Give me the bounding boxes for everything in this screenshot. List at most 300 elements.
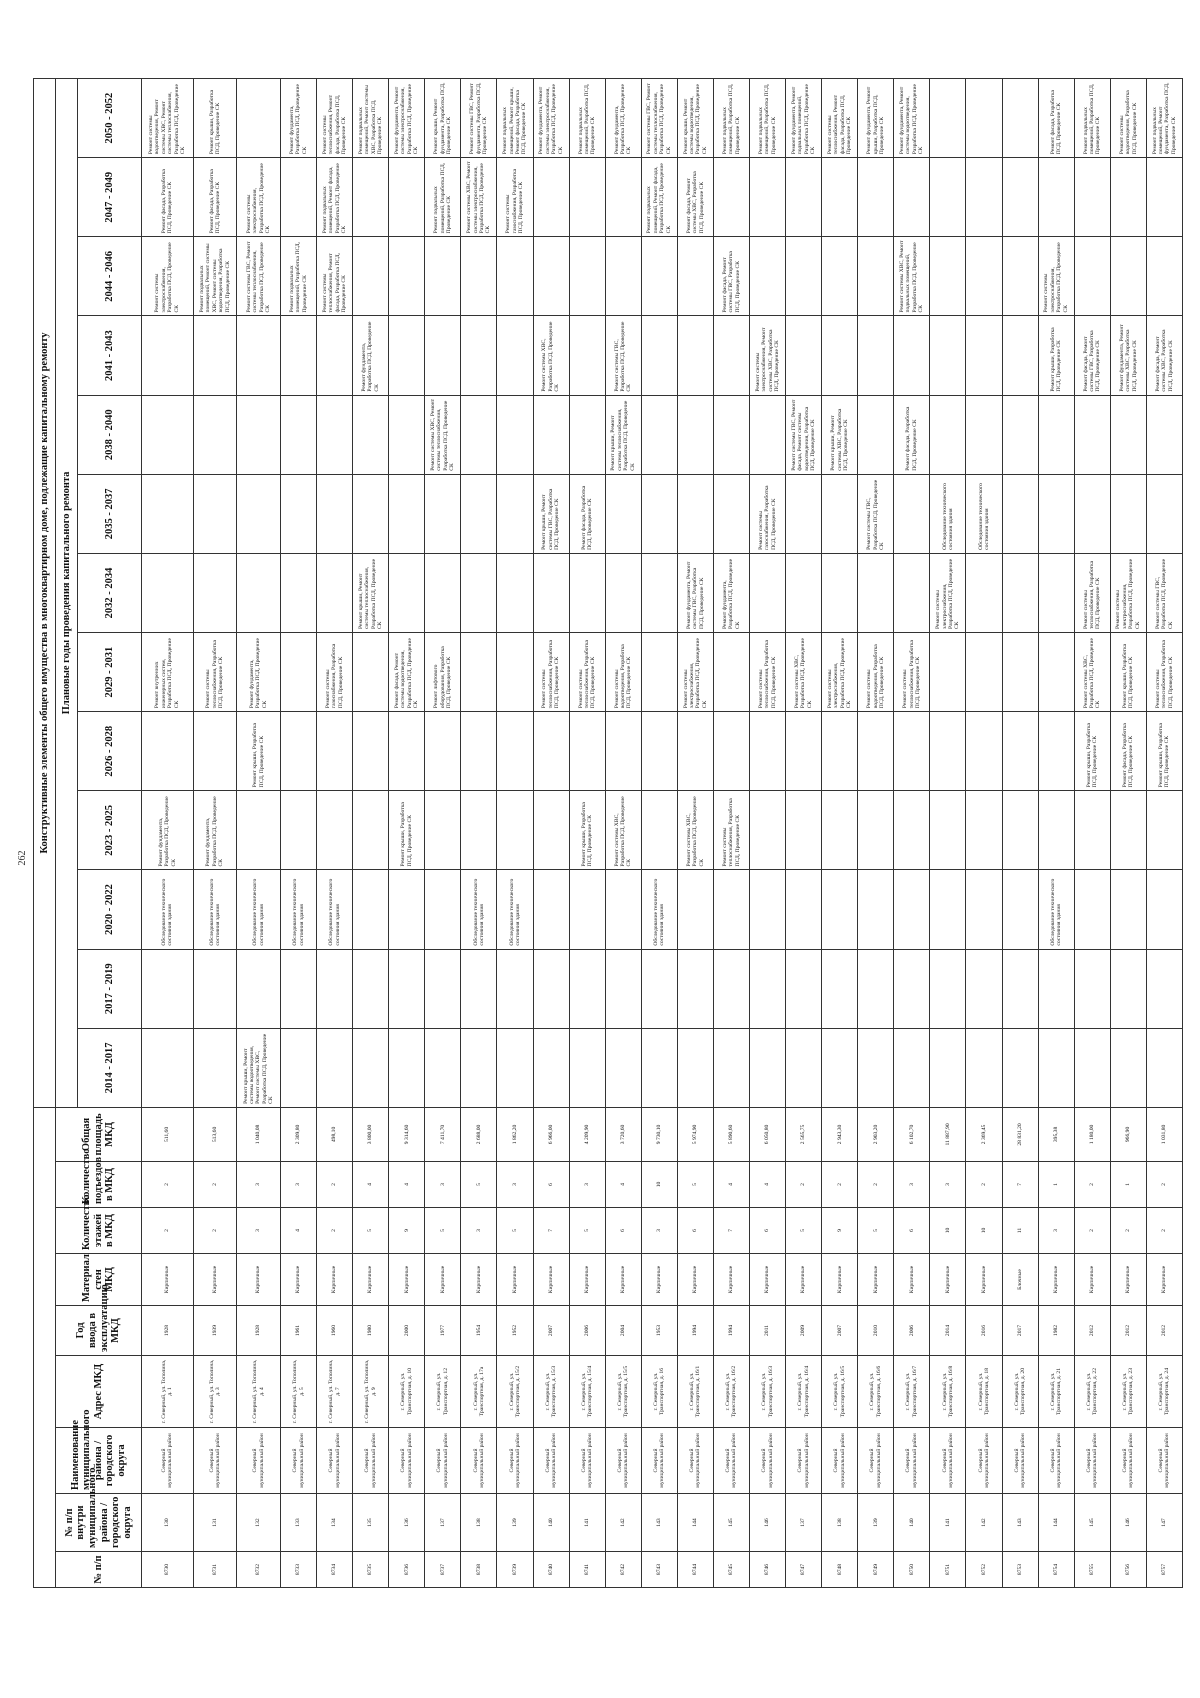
wall-material: Кирпичные (677, 1254, 713, 1306)
plan-cell (389, 712, 425, 791)
plan-cell: Обследование технического состояния здания (966, 474, 1002, 553)
municipal-number: 130 (142, 1494, 194, 1552)
district-name: Северный муниципальный район (353, 1428, 389, 1494)
district-name: Северный муниципальный район (533, 1428, 569, 1494)
plan-cell: Ремонт системы электроснабжения, Разработка ПСД, Проведение СК (237, 158, 281, 237)
plan-cell (353, 949, 389, 1028)
plan-cell (1146, 791, 1182, 870)
row-number: 8737 (425, 1552, 461, 1588)
entrances-count: 3 (425, 1162, 461, 1208)
address: г. Северный, ул. Транспортная, д. 23 (1110, 1356, 1146, 1428)
row-number: 8746 (750, 1552, 786, 1588)
plan-cell (425, 791, 461, 870)
table-row (750, 79, 786, 1588)
wall-material: Кирпичные (353, 1254, 389, 1306)
entrances-count: 5 (461, 1162, 497, 1208)
table-row (353, 79, 389, 1588)
plan-cell (822, 870, 858, 949)
plan-cell (569, 316, 605, 395)
plan-cell (1002, 395, 1038, 474)
plan-cell (353, 712, 389, 791)
plan-cell (569, 553, 605, 632)
plan-cell (497, 949, 533, 1028)
plan-cell (461, 316, 497, 395)
district-name: Северный муниципальный район (193, 1428, 237, 1494)
plan-cell (1002, 949, 1038, 1028)
table-row (1146, 79, 1182, 1588)
plan-cell (605, 158, 641, 237)
row-number: 8750 (894, 1552, 930, 1588)
municipal-number: 143 (641, 1494, 677, 1552)
district-name: Северный муниципальный район (1110, 1428, 1146, 1494)
plan-cell (966, 158, 1002, 237)
municipal-number: 145 (713, 1494, 749, 1552)
plan-cell (425, 316, 461, 395)
commission-year: 1960 (317, 1306, 353, 1356)
plan-cell (1074, 237, 1110, 316)
plan-cell (281, 474, 317, 553)
commission-year: 2012 (1074, 1306, 1110, 1356)
floors-count: 5 (425, 1208, 461, 1254)
district-name: Северный муниципальный район (142, 1428, 194, 1494)
plan-cell (822, 712, 858, 791)
district-name: Северный муниципальный район (389, 1428, 425, 1494)
address: г. Северный, ул. Транспортная, д. 16 (641, 1356, 677, 1428)
floors-count: 9 (822, 1208, 858, 1254)
plan-cell (966, 553, 1002, 632)
plan-cell (641, 316, 677, 395)
plan-cell: Ремонт крыши, Разработка ПСД, Проведение СК (1074, 712, 1110, 791)
floors-count: 7 (713, 1208, 749, 1254)
row-number: 8731 (193, 1552, 237, 1588)
floors-count: 2 (1146, 1208, 1182, 1254)
plan-cell (894, 712, 930, 791)
plan-cell (1038, 395, 1074, 474)
commission-year: 1928 (142, 1306, 194, 1356)
municipal-number: 143 (1002, 1494, 1038, 1552)
district-name: Северный муниципальный район (237, 1428, 281, 1494)
plan-cell (142, 1028, 194, 1107)
plan-cell (1038, 1028, 1074, 1107)
table-row (425, 79, 461, 1588)
plan-cell: Ремонт системы водоотведения, Разработка ПСД, Проведение СК (858, 633, 894, 712)
wall-material: Кирпичные (1146, 1254, 1182, 1306)
plan-cell (461, 553, 497, 632)
district-name: Северный муниципальный район (569, 1428, 605, 1494)
floors-count: 2 (142, 1208, 194, 1254)
floors-count: 3 (641, 1208, 677, 1254)
plan-cell (533, 949, 569, 1028)
plan-cell: Ремонт фасада, Ремонт системы ХВС, Разработка ПСД, Проведение СК (1146, 316, 1182, 395)
wall-material: Кирпичные (533, 1254, 569, 1306)
total-area: 1 180,00 (1074, 1107, 1110, 1161)
plan-cell: Обследование технического состояния здания (1038, 870, 1074, 949)
plan-cell (605, 949, 641, 1028)
municipal-number: 140 (894, 1494, 930, 1552)
floors-count: 5 (858, 1208, 894, 1254)
plan-cell: Ремонт фундамента, Ремонт крыши, Разработка ПСД, Проведение СК (858, 79, 894, 158)
plan-cell: Ремонт крыши, Разработка ПСД, Проведение СК (1038, 316, 1074, 395)
plan-cell (353, 237, 389, 316)
plan-cell (894, 474, 930, 553)
plan-cell (353, 158, 389, 237)
plan-cell: Ремонт подвальных помещений, Ремонт системы ХВС, Ремонт системы водоотведения, Разработка ПСД, Проведение СК (193, 237, 237, 316)
plan-cell: Ремонт системы электроснабжения, Разработка ПСД, Проведение СК (677, 633, 713, 712)
total-area: 1 862,20 (497, 1107, 533, 1161)
plan-cell (713, 1028, 749, 1107)
period-header: 2041 - 2043 (78, 316, 142, 395)
period-header: 2035 - 2037 (78, 474, 142, 553)
municipal-number: 145 (1074, 1494, 1110, 1552)
table-row (142, 79, 194, 1588)
address: г. Северный, ул. Транспортная, д. 16/3 (750, 1356, 786, 1428)
floors-count: 10 (966, 1208, 1002, 1254)
commission-year: 2000 (389, 1306, 425, 1356)
address: г. Северный, ул. Транспортная, д. 21 (1038, 1356, 1074, 1428)
plan-cell (533, 553, 569, 632)
commission-year: 2011 (750, 1306, 786, 1356)
plan-cell: Ремонт крыши, Разработка ПСД, Проведение СК (1110, 633, 1146, 712)
table-row (389, 79, 425, 1588)
row-number: 8742 (605, 1552, 641, 1588)
plan-cell: Ремонт подвальных помещений, Ремонт фасада, Разработка ПСД, Проведение СК (317, 158, 353, 237)
floors-count: 5 (786, 1208, 822, 1254)
table-row (533, 79, 569, 1588)
wall-material: Кирпичные (461, 1254, 497, 1306)
plan-cell: Ремонт системы водоотведения, Ремонт системы ХВС, Ремонт системы теплоснабжения, Разработка ПСД, Проведение СК (142, 79, 194, 158)
plan-cell (713, 633, 749, 712)
plan-cell (193, 474, 237, 553)
plan-cell (858, 158, 894, 237)
plan-cell: Ремонт крыши, Ремонт системы ХВС, Разработка ПСД, Проведение СК (822, 395, 858, 474)
plan-cell (317, 1028, 353, 1107)
plan-cell (281, 791, 317, 870)
address: г. Северный, ул. Тополина, д. 1 (142, 1356, 194, 1428)
plan-cell: Ремонт системы электроснабжения, Ремонт системы ХВС, Разработка ПСД, Проведение СК (750, 316, 786, 395)
commission-year: 1982 (1038, 1306, 1074, 1356)
total-area: 2 688,00 (461, 1107, 497, 1161)
plan-cell (641, 395, 677, 474)
wall-material: Кирпичные (858, 1254, 894, 1306)
plan-cell: Обследование технического состояния здания (142, 870, 194, 949)
plan-cell (677, 237, 713, 316)
plan-cell (894, 1028, 930, 1107)
municipal-number: 142 (966, 1494, 1002, 1552)
entrances-count: 2 (858, 1162, 894, 1208)
municipal-number: 137 (786, 1494, 822, 1552)
municipal-number: 140 (533, 1494, 569, 1552)
municipal-number: 144 (1038, 1494, 1074, 1552)
entrances-count: 3 (281, 1162, 317, 1208)
plan-cell: Ремонт крыши, Ремонт фундамента, Разработка ПСД, Проведение СК (425, 79, 461, 158)
plan-cell (533, 158, 569, 237)
plan-cell: Ремонт системы ГВС, Разработка ПСД, Проведение СК (605, 316, 641, 395)
plan-cell (605, 712, 641, 791)
plan-cell (425, 949, 461, 1028)
plan-cell (713, 474, 749, 553)
table-row (713, 79, 749, 1588)
entrances-count: 1 (1110, 1162, 1146, 1208)
plan-cell (425, 712, 461, 791)
municipal-number: 134 (317, 1494, 353, 1552)
plan-cell (281, 395, 317, 474)
column-header: Количество этажей в МКД (56, 1208, 142, 1254)
plan-cell (193, 395, 237, 474)
plan-cell (930, 791, 966, 870)
total-area: 498,10 (317, 1107, 353, 1161)
column-header: Адрес МКД (56, 1356, 142, 1428)
municipal-number: 142 (605, 1494, 641, 1552)
commission-year: 1954 (461, 1306, 497, 1356)
entrances-count: 6 (533, 1162, 569, 1208)
column-header: Год ввода в эксплуатацию МКД (56, 1306, 142, 1356)
plan-cell (894, 158, 930, 237)
plan-cell (142, 474, 194, 553)
row-number: 8730 (142, 1552, 194, 1588)
plan-cell (786, 474, 822, 553)
plan-cell (605, 237, 641, 316)
commission-year: 2017 (1002, 1306, 1038, 1356)
plan-cell (1074, 870, 1110, 949)
plan-cell (894, 870, 930, 949)
district-name: Северный муниципальный район (497, 1428, 533, 1494)
plan-cell (533, 237, 569, 316)
district-name: Северный муниципальный район (894, 1428, 930, 1494)
total-area: 5 974,90 (677, 1107, 713, 1161)
plan-cell (237, 395, 281, 474)
plan-cell (1038, 712, 1074, 791)
plan-cell (786, 949, 822, 1028)
plan-cell (822, 237, 858, 316)
plan-cell (1146, 474, 1182, 553)
plan-cell (605, 1028, 641, 1107)
plan-cell: Ремонт подвальных помещений, Ремонт фасада, Разработка ПСД, Проведение СК (641, 158, 677, 237)
plan-cell: Ремонт фасада, Разработка ПСД, Проведение СК (1110, 712, 1146, 791)
wall-material: Кирпичные (389, 1254, 425, 1306)
plan-cell: Ремонт крыши, Ремонт системы водоотведения, Ремонт системы ХВС, Разработка ПСД, Проведение СК (237, 1028, 281, 1107)
plan-cell (750, 158, 786, 237)
total-area: 28 831,20 (1002, 1107, 1038, 1161)
wall-material: Кирпичные (641, 1254, 677, 1306)
plan-cell (497, 474, 533, 553)
table-row (641, 79, 677, 1588)
plan-cell (461, 474, 497, 553)
municipal-number: 138 (461, 1494, 497, 1552)
total-area: 1 040,08 (237, 1107, 281, 1161)
plan-cell (858, 395, 894, 474)
plan-cell (966, 949, 1002, 1028)
total-area: 6 966,00 (533, 1107, 569, 1161)
plan-cell (786, 870, 822, 949)
plan-cell (641, 712, 677, 791)
plan-cell: Ремонт системы ГВС, Разработка ПСД, Проведение СК (858, 474, 894, 553)
plan-cell (641, 553, 677, 632)
address: г. Северный, ул. Транспортная, д. 15/2 (497, 1356, 533, 1428)
plan-cell (237, 791, 281, 870)
total-area: 2 369,45 (966, 1107, 1002, 1161)
table-row (677, 79, 713, 1588)
plan-cell (461, 633, 497, 712)
plan-cell: Ремонт системы ХВС, Ремонт системы электроснабжения, Разработка ПСД, Проведение СК (461, 158, 497, 237)
total-area: 4 209,90 (569, 1107, 605, 1161)
district-name: Северный муниципальный район (605, 1428, 641, 1494)
row-number: 8745 (713, 1552, 749, 1588)
plan-cell (1074, 949, 1110, 1028)
plan-cell (713, 316, 749, 395)
plan-cell: Ремонт системы водоотведения, Разработка ПСД, Проведение СК (605, 633, 641, 712)
commission-year: 2010 (858, 1306, 894, 1356)
plan-cell (237, 553, 281, 632)
plan-cell (1074, 791, 1110, 870)
municipal-number: 135 (353, 1494, 389, 1552)
row-number: 8736 (389, 1552, 425, 1588)
plan-cell (237, 474, 281, 553)
plan-cell (569, 395, 605, 474)
plan-cell (142, 553, 194, 632)
entrances-count: 3 (237, 1162, 281, 1208)
plan-cell: Ремонт системы теплоснабжения, Разработка ПСД, Проведение СК (193, 633, 237, 712)
table-row (858, 79, 894, 1588)
total-area: 2 309,80 (281, 1107, 317, 1161)
plan-cell (750, 237, 786, 316)
plan-cell: Ремонт крыши, Разработка ПСД, Проведение СК (389, 791, 425, 870)
column-header: Количество подъездов в МКД (56, 1162, 142, 1208)
plan-cell (317, 791, 353, 870)
plan-cell (317, 712, 353, 791)
address: г. Северный, ул. Транспортная, д. 16/1 (677, 1356, 713, 1428)
plan-cell: Ремонт системы ХВС, Разработка ПСД, Проведение СК (786, 633, 822, 712)
plan-cell (193, 949, 237, 1028)
period-header: 2038 - 2040 (78, 395, 142, 474)
plan-cell (281, 949, 317, 1028)
plan-cell (858, 316, 894, 395)
page-number: 262 (17, 850, 28, 866)
plan-cell (533, 870, 569, 949)
plan-cell: Ремонт системы ХВС, Разработка ПСД, Проведение СК (677, 791, 713, 870)
commission-year: 1980 (353, 1306, 389, 1356)
wall-material: Блочные (1002, 1254, 1038, 1306)
address: г. Северный, ул. Транспортная, д. 16/8 (930, 1356, 966, 1428)
plan-cell: Ремонт системы ХВС, Разработка ПСД, Проведение СК (1074, 633, 1110, 712)
total-area: 7 411,70 (425, 1107, 461, 1161)
municipal-number: 146 (750, 1494, 786, 1552)
plan-cell: Ремонт подвальных помещений, Разработка ПСД, Проведение СК (750, 79, 786, 158)
plan-cell (858, 949, 894, 1028)
row-number: 8734 (317, 1552, 353, 1588)
plan-cell (281, 633, 317, 712)
entrances-count: 2 (193, 1162, 237, 1208)
plan-cell: Ремонт крыши, Ремонт системы ГВС, Разработка ПСД, Проведение СК (533, 474, 569, 553)
entrances-count: 7 (1002, 1162, 1038, 1208)
plan-cell: Ремонт подвальных помещений, Разработка ПСД, Проведение СК (281, 237, 317, 316)
floors-count: 3 (1038, 1208, 1074, 1254)
commission-year: 2007 (533, 1306, 569, 1356)
plan-cell (533, 1028, 569, 1107)
plan-cell (930, 79, 966, 158)
period-header: 2017 - 2019 (78, 949, 142, 1028)
plan-cell: Ремонт крыши, Ремонт системы теплоснабжения, Разработка ПСД, Проведение СК (605, 395, 641, 474)
table-row (281, 79, 317, 1588)
plan-cell: Ремонт системы электроснабжения, Разработка ПСД, Проведение СК (1038, 237, 1074, 316)
period-header: 2047 - 2049 (78, 158, 142, 237)
table-row (497, 79, 533, 1588)
plan-title: Плановые годы проведения капитального ремонта (56, 79, 78, 1108)
plan-cell: Ремонт фасада, Разработка ПСД, Проведение СК (894, 395, 930, 474)
plan-cell: Ремонт системы теплоснабжения, Разработка ПСД, Проведение СК (533, 633, 569, 712)
wall-material: Кирпичные (894, 1254, 930, 1306)
plan-cell: Ремонт системы ХВС, Разработка ПСД, Проведение СК (605, 791, 641, 870)
plan-cell (353, 474, 389, 553)
plan-cell: Ремонт крыши, Ремонт системы водоотведения, Разработка ПСД, Проведение СК (677, 79, 713, 158)
table-row (317, 79, 353, 1588)
plan-cell: Ремонт фасада, Разработка ПСД, Проведение СК (193, 158, 237, 237)
plan-cell (569, 870, 605, 949)
entrances-count: 3 (497, 1162, 533, 1208)
plan-cell (1146, 870, 1182, 949)
address: г. Северный, ул. Транспортная, д. 12 (425, 1356, 461, 1428)
row-number: 8749 (858, 1552, 894, 1588)
plan-cell (822, 1028, 858, 1107)
period-header: 2020 - 2022 (78, 870, 142, 949)
plan-cell (533, 791, 569, 870)
plan-cell (1110, 870, 1146, 949)
plan-cell (1146, 1028, 1182, 1107)
plan-cell (858, 1028, 894, 1107)
wall-material: Кирпичные (713, 1254, 749, 1306)
plan-cell (193, 553, 237, 632)
wall-material: Кирпичные (786, 1254, 822, 1306)
plan-cell (822, 791, 858, 870)
plan-cell: Обследование технического состояния здания (193, 870, 237, 949)
plan-cell (1110, 791, 1146, 870)
wall-material: Кирпичные (1074, 1254, 1110, 1306)
plan-cell (353, 791, 389, 870)
floors-count: 6 (605, 1208, 641, 1254)
plan-cell (930, 316, 966, 395)
plan-cell (461, 1028, 497, 1107)
wall-material: Кирпичные (317, 1254, 353, 1306)
row-number: 8743 (641, 1552, 677, 1588)
plan-cell (641, 633, 677, 712)
period-header: 2050 - 2052 (78, 79, 142, 158)
address: г. Северный, ул. Транспортная, д. 16/5 (822, 1356, 858, 1428)
entrances-count: 4 (389, 1162, 425, 1208)
plan-cell: Ремонт фасада, Ремонт системы ГВС, Разработка ПСД, Проведение СК (1074, 316, 1110, 395)
plan-cell (966, 633, 1002, 712)
plan-cell (966, 791, 1002, 870)
municipal-number: 131 (193, 1494, 237, 1552)
district-name: Северный муниципальный район (930, 1428, 966, 1494)
plan-cell (930, 1028, 966, 1107)
row-number: 8751 (930, 1552, 966, 1588)
plan-cell: Ремонт лифтового оборудования, Разработка ПСД, Проведение СК (425, 633, 461, 712)
plan-cell (713, 158, 749, 237)
commission-year: 2016 (966, 1306, 1002, 1356)
plan-cell (677, 870, 713, 949)
table-row (1110, 79, 1146, 1588)
plan-cell: Ремонт системы теплоснабжения, Разработка ПСД, Проведение СК (894, 633, 930, 712)
total-area: 6 102,70 (894, 1107, 930, 1161)
wall-material: Кирпичные (425, 1254, 461, 1306)
plan-cell (894, 949, 930, 1028)
floors-count: 11 (1002, 1208, 1038, 1254)
plan-cell: Обследование технического состояния здания (497, 870, 533, 949)
plan-cell (142, 949, 194, 1028)
commission-year: 2004 (605, 1306, 641, 1356)
row-number: 8735 (353, 1552, 389, 1588)
plan-cell (966, 1028, 1002, 1107)
table-row (894, 79, 930, 1588)
